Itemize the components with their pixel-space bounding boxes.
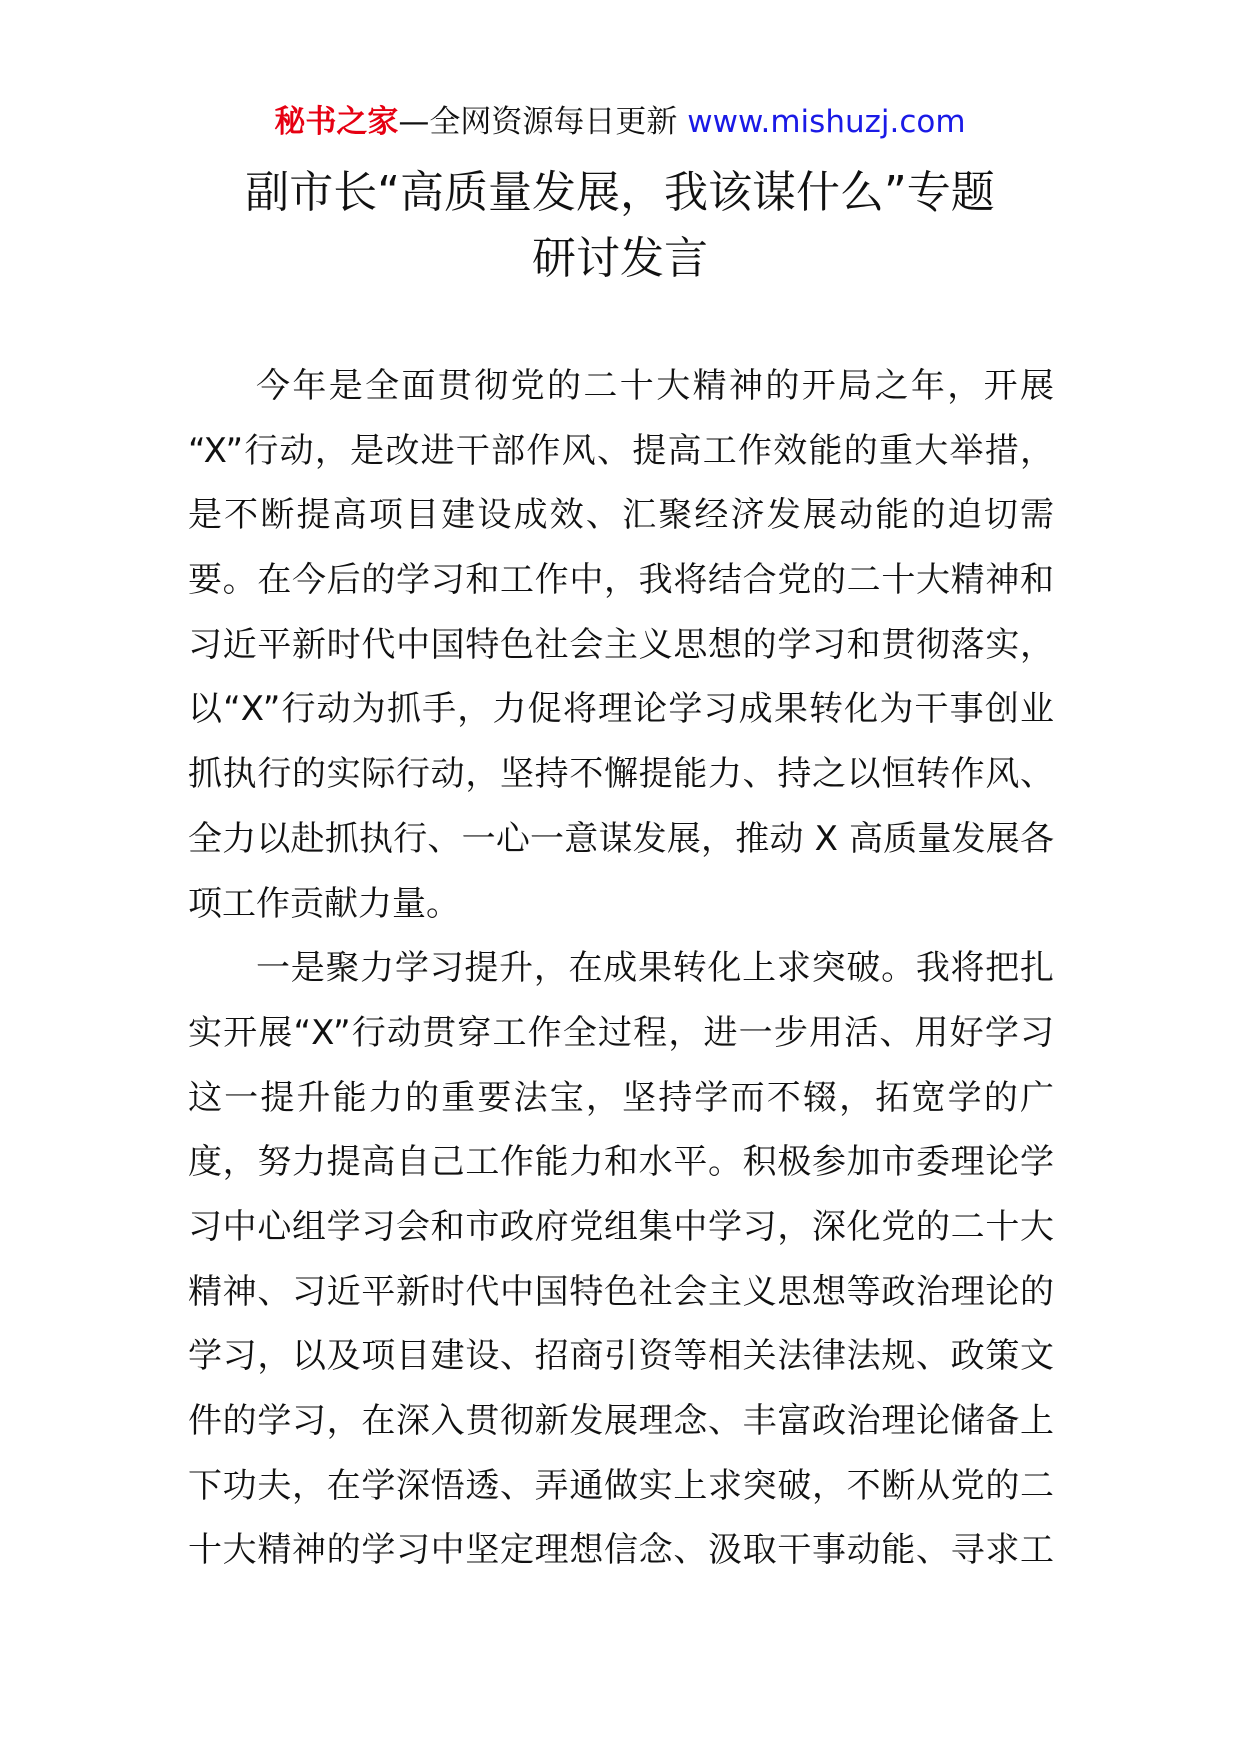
site-slogan: —全网资源每日更新 (398, 104, 688, 140)
body-line-12: 这一提升能力的重要法宝，坚持学而不辍，拓宽学的广 (188, 1077, 1054, 1118)
document-title-line-1: 副市长“高质量发展，我该谋什么”专题 (245, 167, 995, 218)
body-line-3: 是不断提高项目建设成效、汇聚经济发展动能的迫切需 (188, 495, 1054, 536)
body-line-6: 以“X”行动为抓手，力促将理论学习成果转化为干事创业 (188, 689, 1054, 730)
body-line-8: 全力以赴抓执行、一心一意谋发展，推动 X 高质量发展各 (188, 818, 1054, 859)
site-url-link[interactable]: www.mishuzj.com (687, 104, 966, 140)
body-line-15: 精神、习近平新时代中国特色社会主义思想等政治理论的 (188, 1271, 1054, 1312)
body-line-10: 一是聚力学习提升，在成果转化上求突破。我将把扎 (256, 948, 1054, 989)
site-header (0, 100, 1240, 144)
body-line-5: 习近平新时代中国特色社会主义思想的学习和贯彻落实， (188, 624, 1054, 665)
site-brand: 秘书之家 (274, 104, 399, 140)
body-line-9: 项工作贡献力量。 (188, 883, 460, 924)
document-body (188, 354, 1054, 1583)
body-line-1: 今年是全面贯彻党的二十大精神的开局之年，开展 (256, 366, 1054, 406)
body-line-11: 实开展“X”行动贯穿工作全过程，进一步用活、用好学习 (188, 1012, 1054, 1053)
body-line-19: 十大精神的学习中坚定理想信念、汲取干事动能、寻求工 (188, 1530, 1054, 1571)
body-line-17: 件的学习，在深入贯彻新发展理念、丰富政治理论储备上 (188, 1401, 1054, 1441)
body-line-18: 下功夫，在学深悟透、弄通做实上求突破，不断从党的二 (188, 1465, 1054, 1506)
body-line-7: 抓执行的实际行动，坚持不懈提能力、持之以恒转作风、 (188, 754, 1054, 795)
body-line-13: 度，努力提高自己工作能力和水平。积极参加市委理论学 (188, 1142, 1054, 1183)
document-title (150, 160, 1090, 292)
body-line-4: 要。在今后的学习和工作中，我将结合党的二十大精神和 (188, 560, 1054, 601)
body-line-2: “X”行动，是改进干部作风、提高工作效能的重大举措， (188, 430, 1054, 471)
body-line-14: 习中心组学习会和市政府党组集中学习，深化党的二十大 (188, 1206, 1054, 1247)
document-title-line-2: 研讨发言 (532, 233, 708, 284)
body-line-16: 学习，以及项目建设、招商引资等相关法律法规、政策文 (188, 1336, 1054, 1377)
